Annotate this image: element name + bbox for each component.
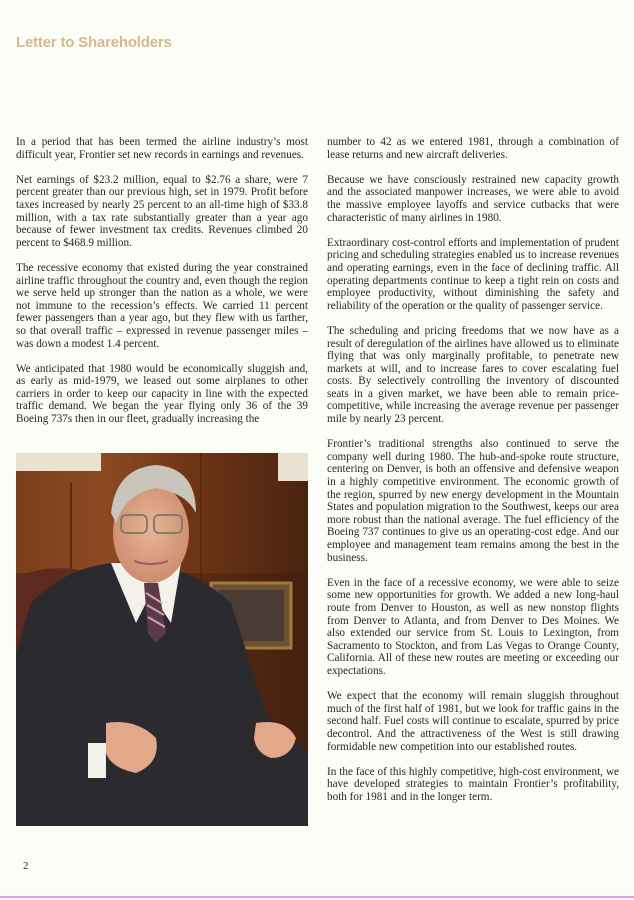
paragraph: The scheduling and pricing freedoms that we now have as a result of deregulation of the airlines have allowed us to eliminate flying that was only marginally profitable, to penetrate new markets at will, and to increase fares to cover escalating fuel costs. By selectively controlling the inventory of discounted seats in a given market, we have been able to remain price-competitive, while increasing the average revenue per passenger mile by nearly 23 percent. — [327, 324, 619, 426]
bottom-rule — [0, 896, 634, 898]
paragraph: In a period that has been termed the airline industry’s most difficult year, Frontier set new records in earnings and revenues. — [16, 136, 308, 161]
paragraph: The recessive economy that existed during the year constrained airline traffic throughout the country and, even though the region we serve held up stronger than the nation as a whole, we were not immune to the recession’s effects. We carried 11 percent fewer passengers than a year ago, but they flew with us farther, so that overall traffic – expressed in revenue passenger miles – was down a modest 1.4 percent. — [16, 261, 308, 350]
page-title: Letter to Shareholders — [16, 34, 172, 51]
paragraph: Even in the face of a recessive economy, we were able to seize some new opportunities for growth. We added a new long-haul route from Denver to Houston, as well as new nonstop flights from Denver to Atlanta, and from Denver to Des Moines. We also extended our service from St. Louis to Lexington, from Sacramento to Stockton, and from Las Vegas to Orange County, California. All of these new routes are meeting or exceeding our expectations. — [327, 576, 619, 677]
paragraph: number to 42 as we entered 1981, through a combination of lease returns and new aircraft deliveries. — [327, 136, 619, 161]
right-column — [327, 136, 619, 816]
left-column — [16, 136, 308, 438]
paragraph: In the face of this highly competitive, high-cost environment, we have developed strategies to maintain Frontier’s profitability, both for 1981 and in the longer term. — [327, 765, 619, 803]
executive-portrait-photo — [16, 453, 308, 826]
portrait-illustration — [16, 453, 308, 826]
paragraph: Net earnings of $23.2 million, equal to $2.76 a share, were 7 percent greater than our previous high, set in 1979. Profit before taxes increased by nearly 25 percent to an all-time high of $33.8 million, with a tax rate substantially greater than a year ago because of fewer investment tax credits. Revenues climbed 20 percent to $468.9 million. — [16, 173, 308, 249]
paragraph: Because we have consciously restrained new capacity growth and the associated manpower increases, we were able to avoid the massive employee layoffs and service cutbacks that were characteristic of many airlines in 1980. — [327, 173, 619, 224]
paragraph: Extraordinary cost-control efforts and implementation of prudent pricing and scheduling strategies enabled us to increase revenues and operating earnings, even in the face of declining traffic. All operating departments continue to keep a tight rein on costs and employee productivity, without diminishing the safety and reliability of the operation or the quality of passenger service. — [327, 236, 619, 312]
paragraph: We anticipated that 1980 would be economically sluggish and, as early as mid-1979, we leased out some airplanes to other carriers in order to keep our capacity in line with the expected traffic demand. We began the year flying only 36 of the 39 Boeing 737s then in our fleet, gradually increasing the — [16, 362, 308, 426]
paragraph: Frontier’s traditional strengths also continued to serve the company well during 1980. The hub-and-spoke route structure, centering on Denver, is both an offensive and defensive weapon in a highly competitive environment. The economic growth of the region, spurred by new energy development in the Mountain States and population migration to the Southwest, keeps our area more robust than the national average. The fuel efficiency of the Boeing 737 continues to give us an operating-cost edge. And our employee and management team remains among the best in the business. — [327, 438, 619, 564]
page-number: 2 — [23, 860, 29, 872]
paragraph: We expect that the economy will remain sluggish throughout much of the first half of 1981, but we look for traffic gains in the second half. Fuel costs will continue to escalate, spurred by price decontrol. And the attractiveness of the West is still drawing formidable new competition into our established routes. — [327, 690, 619, 753]
